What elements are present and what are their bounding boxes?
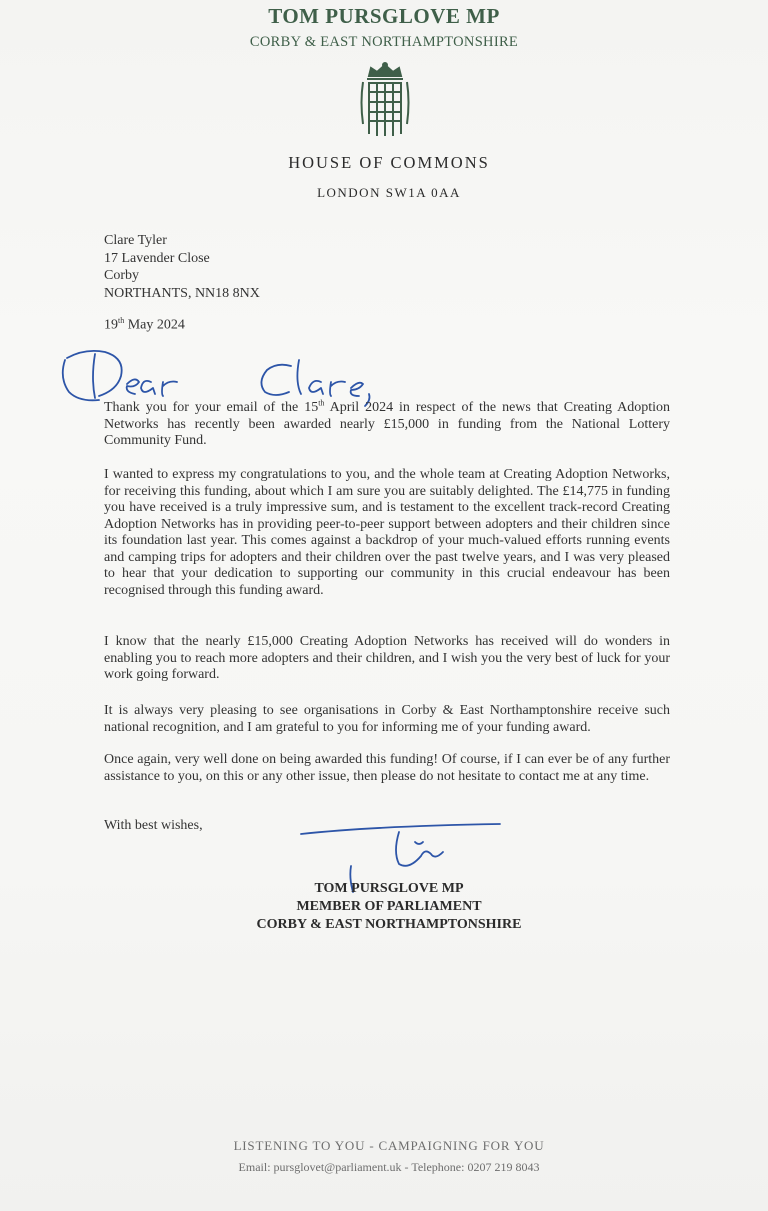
paragraph-2: I wanted to express my congratulations to you, and the whole team at Creating Adoption Networks, for receiving this funding, about which I am sure you are suitably delighted. The £14,775 in funding you have received is a truly impressive sum, and is testament to the excellent track-record Creating Adoption Networks has in providing peer-to-peer support between adopters and their children since its foundation last year. This comes against a backdrop of your much-valued efforts running events and camping trips for adopters and their children over the past twelve years, and I was very pleased to hear that your dedication to supporting our community in this crucial endeavour has been recognised through this funding award. <box>104 467 670 598</box>
signoff-constituency: CORBY & EAST NORTHAMPTONSHIRE <box>256 917 522 932</box>
signoff-block <box>0 880 768 934</box>
signoff-title: MEMBER OF PARLIAMENT <box>296 899 482 914</box>
letterhead-constituency: CORBY & EAST NORTHAMPTONSHIRE <box>249 34 519 50</box>
closing-line: With best wishes, <box>104 818 203 833</box>
recipient-address <box>104 232 260 302</box>
paragraph-1-start: Thank you for your email of the 15 <box>104 400 319 415</box>
paragraph-1-sup: th <box>318 398 325 408</box>
house-of-commons-heading: HOUSE OF COMMONS <box>288 153 490 172</box>
recipient-town: Corby <box>104 268 139 283</box>
paragraph-3: I know that the nearly £15,000 Creating Adoption Networks has received will do wonders in enabling you to reach more adopters and their children, and I wish you the very best of luck for your work going forward. <box>104 634 670 682</box>
paragraph-1 <box>104 400 670 450</box>
recipient-name: Clare Tyler <box>104 233 167 248</box>
date-suffix: th <box>118 316 125 325</box>
recipient-postcode: NORTHANTS, NN18 8NX <box>104 285 260 301</box>
paragraph-5: Once again, very well done on being awarded this funding! Of course, if I can ever be of any further assistance to you, on this or any other issue, then please do not hesitate to contact me at any time. <box>104 752 670 784</box>
letterhead-mp-name: TOM PURSGLOVE MP <box>268 4 500 28</box>
date-day: 19 <box>104 317 118 333</box>
paragraph-4: It is always very pleasing to see organisations in Corby & East Northamptonshire receive such national recognition, and I am grateful to you for informing me of your funding award. <box>104 703 670 735</box>
portcullis-icon <box>357 62 413 142</box>
date-rest: May 2024 <box>127 317 185 333</box>
footer-tagline: LISTENING TO YOU - CAMPAIGNING FOR YOU <box>233 1138 545 1153</box>
recipient-street: 17 Lavender Close <box>104 250 210 266</box>
paragraph-1-end: April 2024 in respect of the news that Creating Adoption Networks has recently been awarded nearly £15,000 in funding from the National Lottery Community Fund. <box>104 400 670 448</box>
letter-date <box>104 316 185 334</box>
london-address: LONDON SW1A 0AA <box>317 185 461 200</box>
footer-contact: Email: pursglovet@parliament.uk - Telephone: 0207 219 8043 <box>238 1160 540 1174</box>
signoff-name: TOM PURSGLOVE MP <box>314 881 464 896</box>
